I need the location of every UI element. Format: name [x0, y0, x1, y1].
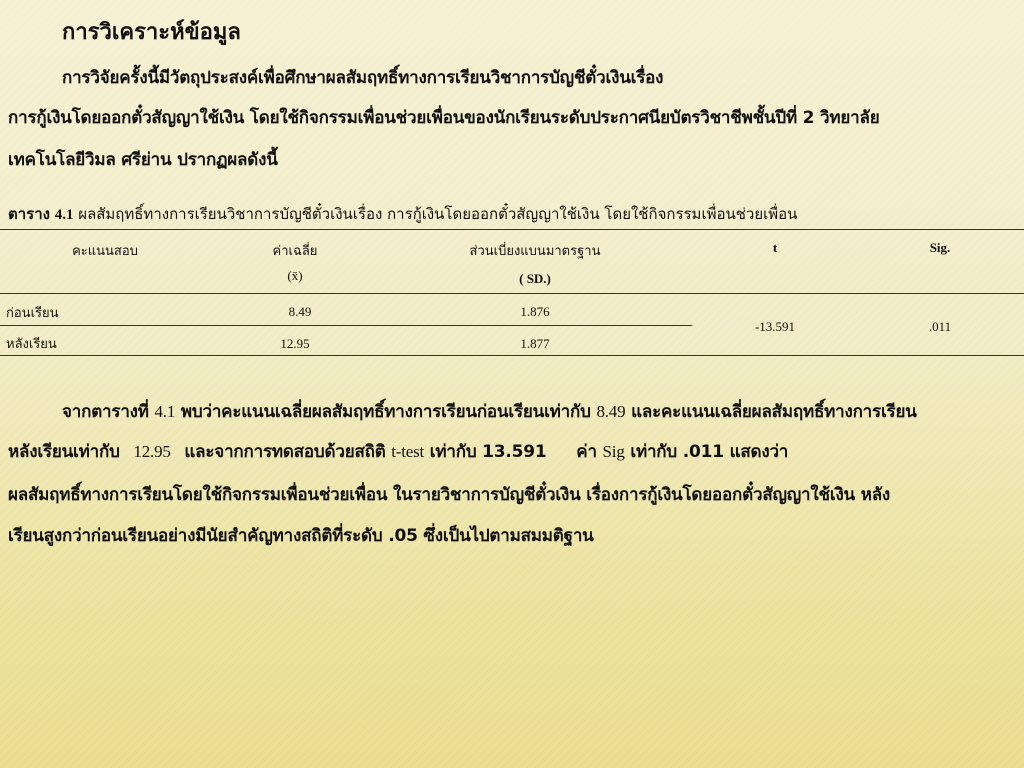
caption-text: ผลสัมฤทธิ์ทางการเรียนวิชาการบัญชีตั๋วเงินเรื่อง การกู้เงินโดยออกตั๋วสัญญาใช้เงิน โดยใช้กิจกรรมเพื่อนช่วยเพื่อน — [78, 205, 798, 223]
conclusion-1e: และคะแนนเฉลี่ยผลสัมฤทธิ์ทางการเรียน — [631, 402, 917, 422]
sig-value: .011 — [928, 319, 952, 334]
row-after-sd: 1.877 — [520, 336, 550, 351]
conclusion-1c: พบว่าคะแนนเฉลี่ยผลสัมฤทธิ์ทางการเรียนก่อนเรียนเท่ากับ — [180, 402, 591, 422]
intro-line-1: การวิจัยครั้งนี้มีวัตถุประสงค์เพื่อศึกษาผลสัมฤทธิ์ทางการเรียนวิชาการบัญชีตั๋วเงินเรื่อง — [62, 68, 664, 88]
conclusion-line-1 — [62, 398, 917, 425]
conclusion-line-4: เรียนสูงกว่าก่อนเรียนอย่างมีนัยสำคัญทางสถิติที่ระดับ .05 ซึ่งเป็นไปตามสมมติฐาน — [8, 526, 594, 546]
conclusion-1a: จากตารางที่ — [62, 402, 149, 422]
caption-label: ตาราง — [8, 205, 50, 223]
conclusion-2e: เท่ากับ 13.591 — [429, 442, 547, 462]
page-heading: การวิเคราะห์ข้อมูล — [62, 20, 241, 45]
t-value: -13.591 — [754, 319, 796, 334]
conclusion-2b: 12.95 — [133, 442, 171, 461]
conclusion-2f: ค่า — [576, 442, 597, 462]
table-bottom-rule — [0, 355, 1024, 356]
header-mean-symbol: (x̄) — [287, 268, 303, 283]
header-mean: ค่าเฉลี่ย — [272, 243, 318, 258]
row-after-mean: 12.95 — [280, 336, 310, 351]
conclusion-2g: Sig — [602, 442, 625, 461]
row-after-label: หลังเรียน — [6, 336, 57, 351]
conclusion-2a: หลังเรียนเท่ากับ — [8, 442, 120, 462]
conclusion-1b: 4.1 — [154, 402, 176, 421]
header-sd-symbol: ( SD.) — [519, 271, 551, 286]
table-caption — [8, 202, 797, 226]
conclusion-2c: และจากการทดสอบด้วยสถิติ — [184, 442, 386, 462]
header-sd: ส่วนเบี่ยงแบนมาตรฐาน — [469, 243, 601, 258]
table-row-rule — [0, 325, 692, 326]
caption-number: 4.1 — [54, 207, 74, 223]
row-before-label: ก่อนเรียน — [6, 305, 59, 320]
conclusion-2d: t-test — [391, 442, 425, 461]
intro-line-2: การกู้เงินโดยออกตั๋วสัญญาใช้เงิน โดยใช้กิจกรรมเพื่อนช่วยเพื่อนของนักเรียนระดับประกาศนียบัตรวิชาชีพชั้นปีที่ 2 วิทยาลัย — [8, 108, 880, 128]
header-t: t — [772, 240, 778, 255]
header-score: คะแนนสอบ — [72, 243, 138, 258]
row-before-sd: 1.876 — [520, 304, 550, 319]
table-header-rule — [0, 293, 1024, 294]
conclusion-line-2 — [8, 438, 788, 465]
intro-line-3: เทคโนโลยีวิมล ศรีย่าน ปรากฏผลดังนี้ — [8, 150, 278, 170]
conclusion-1d: 8.49 — [596, 402, 626, 421]
table-top-rule — [0, 229, 1024, 230]
conclusion-2h: เท่ากับ .011 แสดงว่า — [630, 442, 789, 462]
conclusion-line-3: ผลสัมฤทธิ์ทางการเรียนโดยใช้กิจกรรมเพื่อนช่วยเพื่อน ในรายวิชาการบัญชีตั๋วเงิน เรื่องการกู้เงินโดยออกตั๋วสัญญาใช้เงิน หลัง — [8, 485, 891, 505]
row-before-mean: 8.49 — [288, 304, 312, 319]
header-sig: Sig. — [929, 240, 951, 255]
